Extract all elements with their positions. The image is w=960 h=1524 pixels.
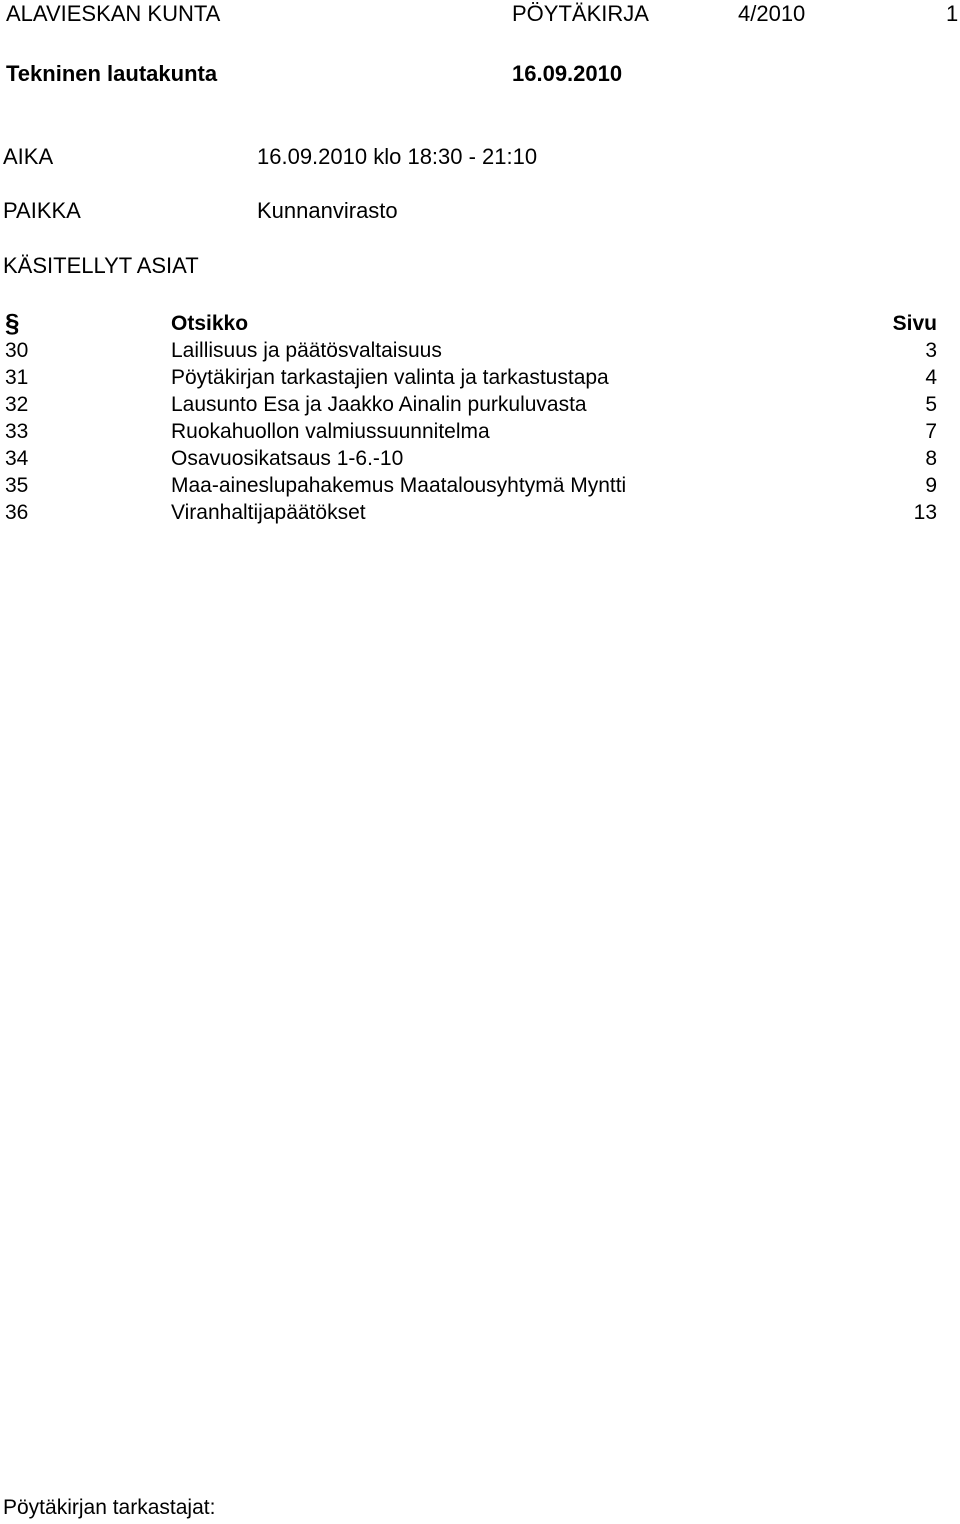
agenda-row (0, 497, 960, 524)
item-page: 4 (925, 366, 937, 389)
item-page: 13 (913, 501, 937, 524)
item-page: 7 (925, 420, 937, 443)
board-name: Tekninen lautakunta (6, 61, 218, 86)
item-title: Pöytäkirjan tarkastajien valinta ja tarkastustapa (171, 366, 609, 389)
column-header-page: Sivu (892, 312, 937, 335)
item-title: Maa-aineslupahakemus Maatalousyhtymä Myntti (171, 474, 627, 497)
board-date: 16.09.2010 (512, 61, 623, 86)
agenda-row (0, 443, 960, 470)
agenda-row (0, 416, 960, 443)
item-page: 9 (925, 474, 937, 497)
item-number: 33 (5, 420, 29, 443)
item-title: Laillisuus ja päätösvaltaisuus (171, 339, 442, 362)
item-number: 30 (5, 339, 29, 362)
item-number: 32 (5, 393, 29, 416)
agenda-heading: KÄSITELLYT ASIAT (3, 253, 199, 278)
agenda-row (0, 335, 960, 362)
item-page: 3 (925, 339, 937, 362)
inspectors-label: Pöytäkirjan tarkastajat: (3, 1496, 216, 1519)
organization-name: ALAVIESKAN KUNTA (6, 1, 221, 26)
agenda-row (0, 389, 960, 416)
column-header-title: Otsikko (171, 312, 249, 335)
agenda-header-row (0, 308, 960, 338)
agenda-table (0, 308, 960, 524)
item-page: 8 (925, 447, 937, 470)
place-value: Kunnanvirasto (257, 198, 398, 223)
item-number: 36 (5, 501, 29, 524)
document-type: PÖYTÄKIRJA (512, 1, 649, 26)
agenda-row (0, 470, 960, 497)
time-label: AIKA (3, 144, 54, 169)
item-title: Osavuosikatsaus 1-6.-10 (171, 447, 404, 470)
place-label: PAIKKA (3, 198, 81, 223)
item-page: 5 (925, 393, 937, 416)
item-title: Ruokahuollon valmiussuunnitelma (171, 420, 490, 443)
time-value: 16.09.2010 klo 18:30 - 21:10 (257, 144, 538, 169)
document-number: 4/2010 (738, 1, 806, 26)
item-number: 34 (5, 447, 29, 470)
item-number: 31 (5, 366, 29, 389)
page-number: 1 (946, 1, 959, 26)
section-symbol: § (5, 308, 20, 338)
agenda-row (0, 362, 960, 389)
item-number: 35 (5, 474, 29, 497)
item-title: Viranhaltijapäätökset (171, 501, 366, 524)
item-title: Lausunto Esa ja Jaakko Ainalin purkuluvasta (171, 393, 587, 416)
